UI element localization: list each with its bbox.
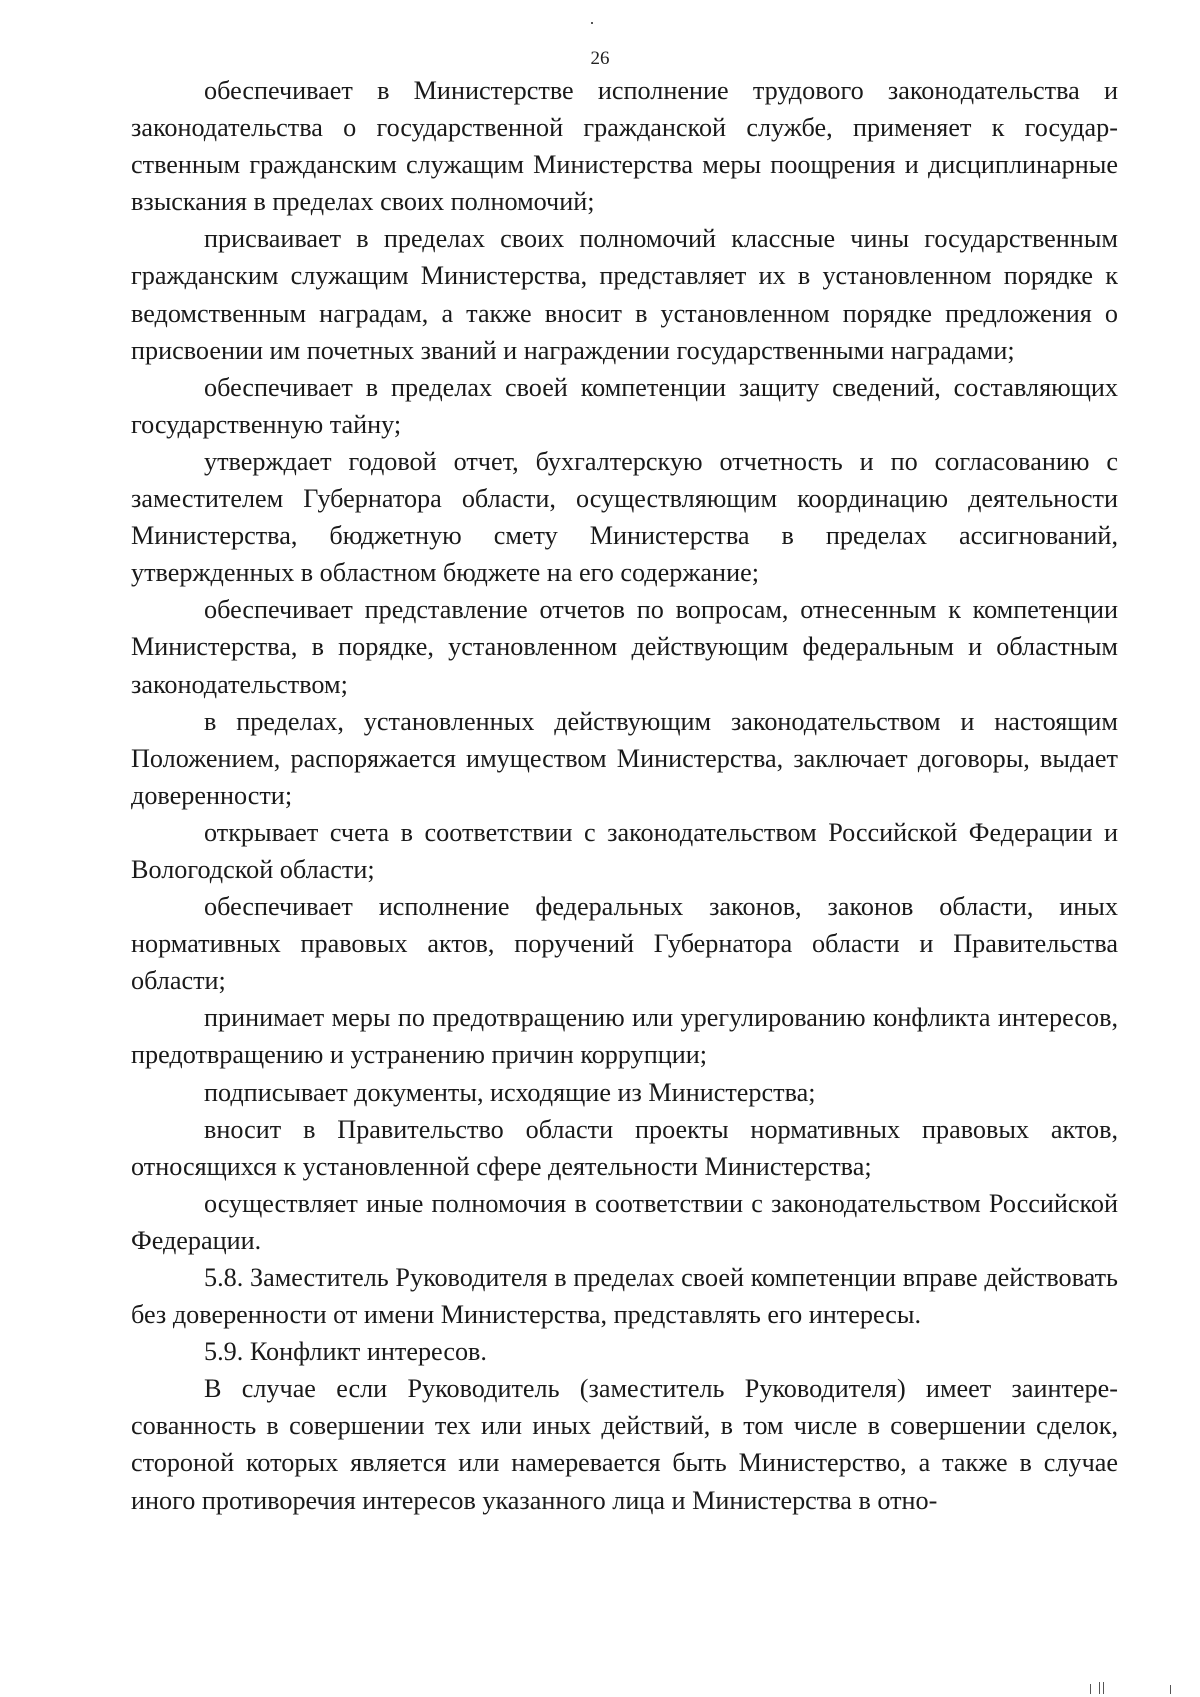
paragraph: 5.9. Конфликт интересов.	[204, 1337, 487, 1367]
paragraph: обеспечивает исполнение федеральных законов, законов области, иных нормативных правовых актов, поручений Губернатора области и Правительства области;	[131, 892, 1118, 996]
paragraph: в пределах, установленных действующим законодательством и настоящим Положением, распоряжается имуществом Министерства, заключает договоры, выдает доверенности;	[131, 706, 1118, 810]
paragraph: осуществляет иные полномочия в соответствии с законодательством Российской Федерации.	[131, 1188, 1118, 1255]
scan-artifact	[1170, 1685, 1171, 1694]
paragraph: обеспечивает в пределах своей компетенции защиту сведений, составляющих государственную тайну;	[131, 372, 1118, 439]
paragraph: 5.8. Заместитель Руководителя в пределах своей компетенции вправе действовать без доверенности от имени Министерства, представлять его интересы.	[131, 1263, 1118, 1330]
paragraph: открывает счета в соответствии с законодательством Российской Федерации и Вологодской области;	[131, 817, 1118, 884]
paragraph: принимает меры по предотвращению или урегулированию конфликта интересов, предотвращению и устранению причин коррупции;	[131, 1003, 1118, 1070]
paragraph: обеспечивает представление отчетов по вопросам, отнесенным к компетенции Министерства, в порядке, установленном действующим федеральным и областным законодательством;	[131, 595, 1118, 699]
paragraph: присваивает в пределах своих полномочий классные чины государственным гражданским служащим Министерства, представляет их в установленном порядке к ведомственным наградам, а также вносит в установленном порядке предложения о присвоении им почетных званий и награждении государственными наградами;	[131, 224, 1118, 365]
scan-artifact	[591, 22, 593, 24]
paragraph: обеспечивает в Министерстве исполнение трудового законодательства и законодательства о государственной гражданской службе, применяет к государственным гражданским служащим Министерства меры поощрения и дисциплинарные взыскания в пределах своих полномочий;	[131, 76, 1118, 217]
paragraph: В случае если Руководитель (заместитель Руководителя) имеет заинтересованность в совершении тех или иных действий, в том числе в совершении сделок, стороной которых является или намеревается быть Министерство, а также в случае иного противоречия интересов указанного лица и Министерства в отно-	[131, 1374, 1118, 1515]
paragraph: утверждает годовой отчет, бухгалтерскую отчетность и по согласованию с заместителем Губернатора области, осуществляющим координацию деятельности Министерства, бюджетную смету Министерства в пределах ассигнований, утвержденных в областном бюджете на его содержание;	[131, 446, 1118, 588]
paragraph: вносит в Правительство области проекты нормативных правовых актов, относящихся к установленной сфере деятельности Министерства;	[131, 1114, 1118, 1181]
page-number: 26	[590, 48, 610, 69]
scan-artifact	[1090, 1684, 1091, 1694]
scan-artifact	[1099, 1682, 1100, 1694]
document-body	[131, 72, 1118, 1519]
scan-artifact	[1103, 1682, 1104, 1694]
paragraph: подписывает документы, исходящие из Министерства;	[204, 1077, 816, 1107]
